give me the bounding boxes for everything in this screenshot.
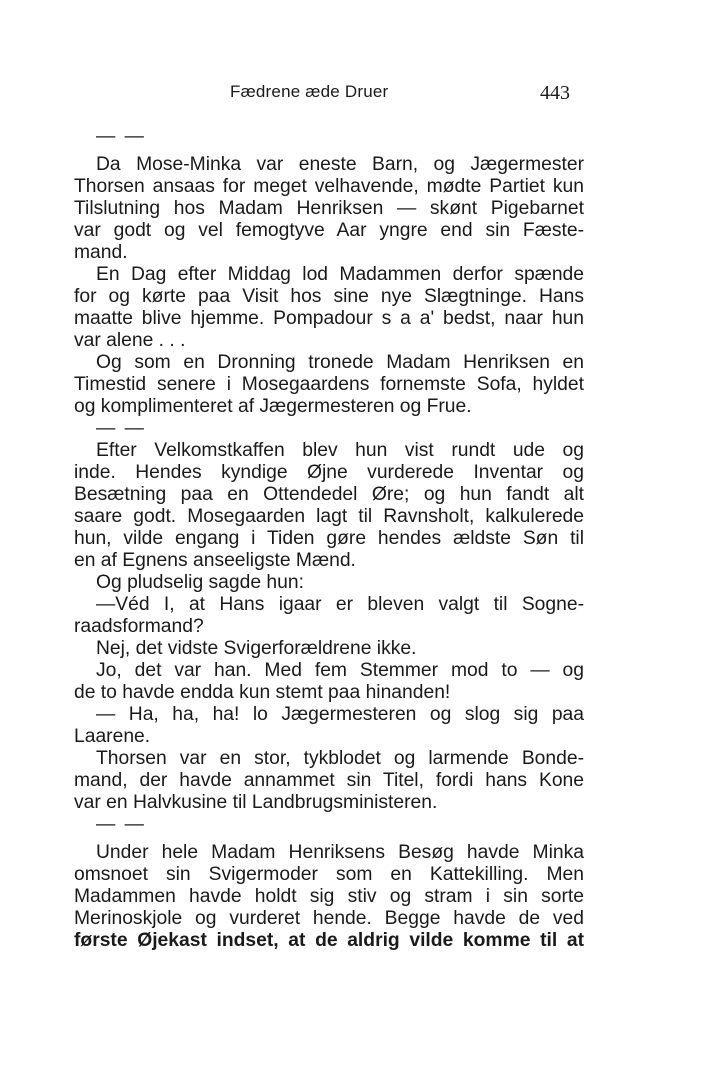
text-line: maatte blive hjemme. Pompadour s a a' bedst, naar hun	[74, 308, 584, 329]
text-line: for og kørte paa Visit hos sine nye Slægtninge. Hans	[74, 286, 584, 307]
text-line: var godt og vel femogtyve Aar yngre end sin Fæste-	[74, 220, 584, 241]
text-line: Besætning paa en Ottendedel Øre; og hun fandt alt	[74, 484, 584, 505]
text-line: Merinoskjole og vurderet hende. Begge havde de ved	[74, 908, 584, 929]
text-line: —Véd I, at Hans igaar er bleven valgt til Sogne-	[96, 594, 584, 615]
text-line: mand, der havde annammet sin Titel, fordi hans Kone	[74, 770, 584, 791]
text-line: de to havde endda kun stemt paa hinanden!	[74, 682, 451, 703]
text-line: mand.	[74, 242, 128, 263]
text-line: Jo, det var han. Med fem Stemmer mod to — og	[96, 660, 584, 681]
text-line: — Ha, ha, ha! lo Jægermesteren og slog sig paa	[96, 704, 584, 725]
text-line: Laarene.	[74, 726, 151, 747]
text-line: En Dag efter Middag lod Madammen derfor spænde	[96, 264, 584, 285]
text-line: inde. Hendes kyndige Øjne vurderede Inventar og	[74, 462, 584, 483]
text-line: Da Mose-Minka var eneste Barn, og Jægermester	[96, 154, 584, 175]
text-line: første Øjekast indset, at de aldrig vilde komme til at	[74, 930, 584, 951]
text-line: og komplimenteret af Jægermesteren og Frue.	[74, 396, 472, 417]
section-separator: — —	[96, 126, 146, 147]
text-line: var en Halvkusine til Landbrugsministeren.	[74, 792, 438, 813]
text-line: Nej, det vidste Svigerforældrene ikke.	[96, 638, 417, 659]
text-line: Thorsen var en stor, tykblodet og larmende Bonde-	[96, 748, 584, 769]
text-line: Tilslutning hos Madam Henriksen — skønt Pigebarnet	[74, 198, 584, 219]
text-line: omsnoet sin Svigermoder som en Kattekilling. Men	[74, 864, 584, 885]
text-line: Madammen havde holdt sig stiv og stram i sin sorte	[74, 886, 584, 907]
text-line: saare godt. Mosegaarden lagt til Ravnsholt, kalkulerede	[74, 506, 584, 527]
section-separator: — —	[96, 418, 146, 439]
text-line: raadsformand?	[74, 616, 204, 637]
text-line: en af Egnens anseeligste Mænd.	[74, 550, 356, 571]
text-line: Timestid senere i Mosegaardens fornemste Sofa, hyldet	[74, 374, 584, 395]
text-line: hun, vilde engang i Tiden gøre hendes ældste Søn til	[74, 528, 584, 549]
running-title: Fædrene æde Druer	[230, 82, 389, 101]
section-separator: — —	[96, 814, 146, 835]
text-line: Efter Velkomstkaffen blev hun vist rundt ude og	[96, 440, 584, 461]
text-line: var alene . . .	[74, 330, 186, 351]
body-text	[74, 126, 584, 952]
text-line: Under hele Madam Henriksens Besøg havde Minka	[96, 842, 584, 863]
page-header	[0, 82, 712, 112]
text-line: Thorsen ansaas for meget velhavende, mødte Partiet kun	[74, 176, 584, 197]
text-line: Og pludselig sagde hun:	[96, 572, 304, 593]
text-line: Og som en Dronning tronede Madam Henriksen en	[96, 352, 584, 373]
page-number: 443	[540, 82, 570, 104]
